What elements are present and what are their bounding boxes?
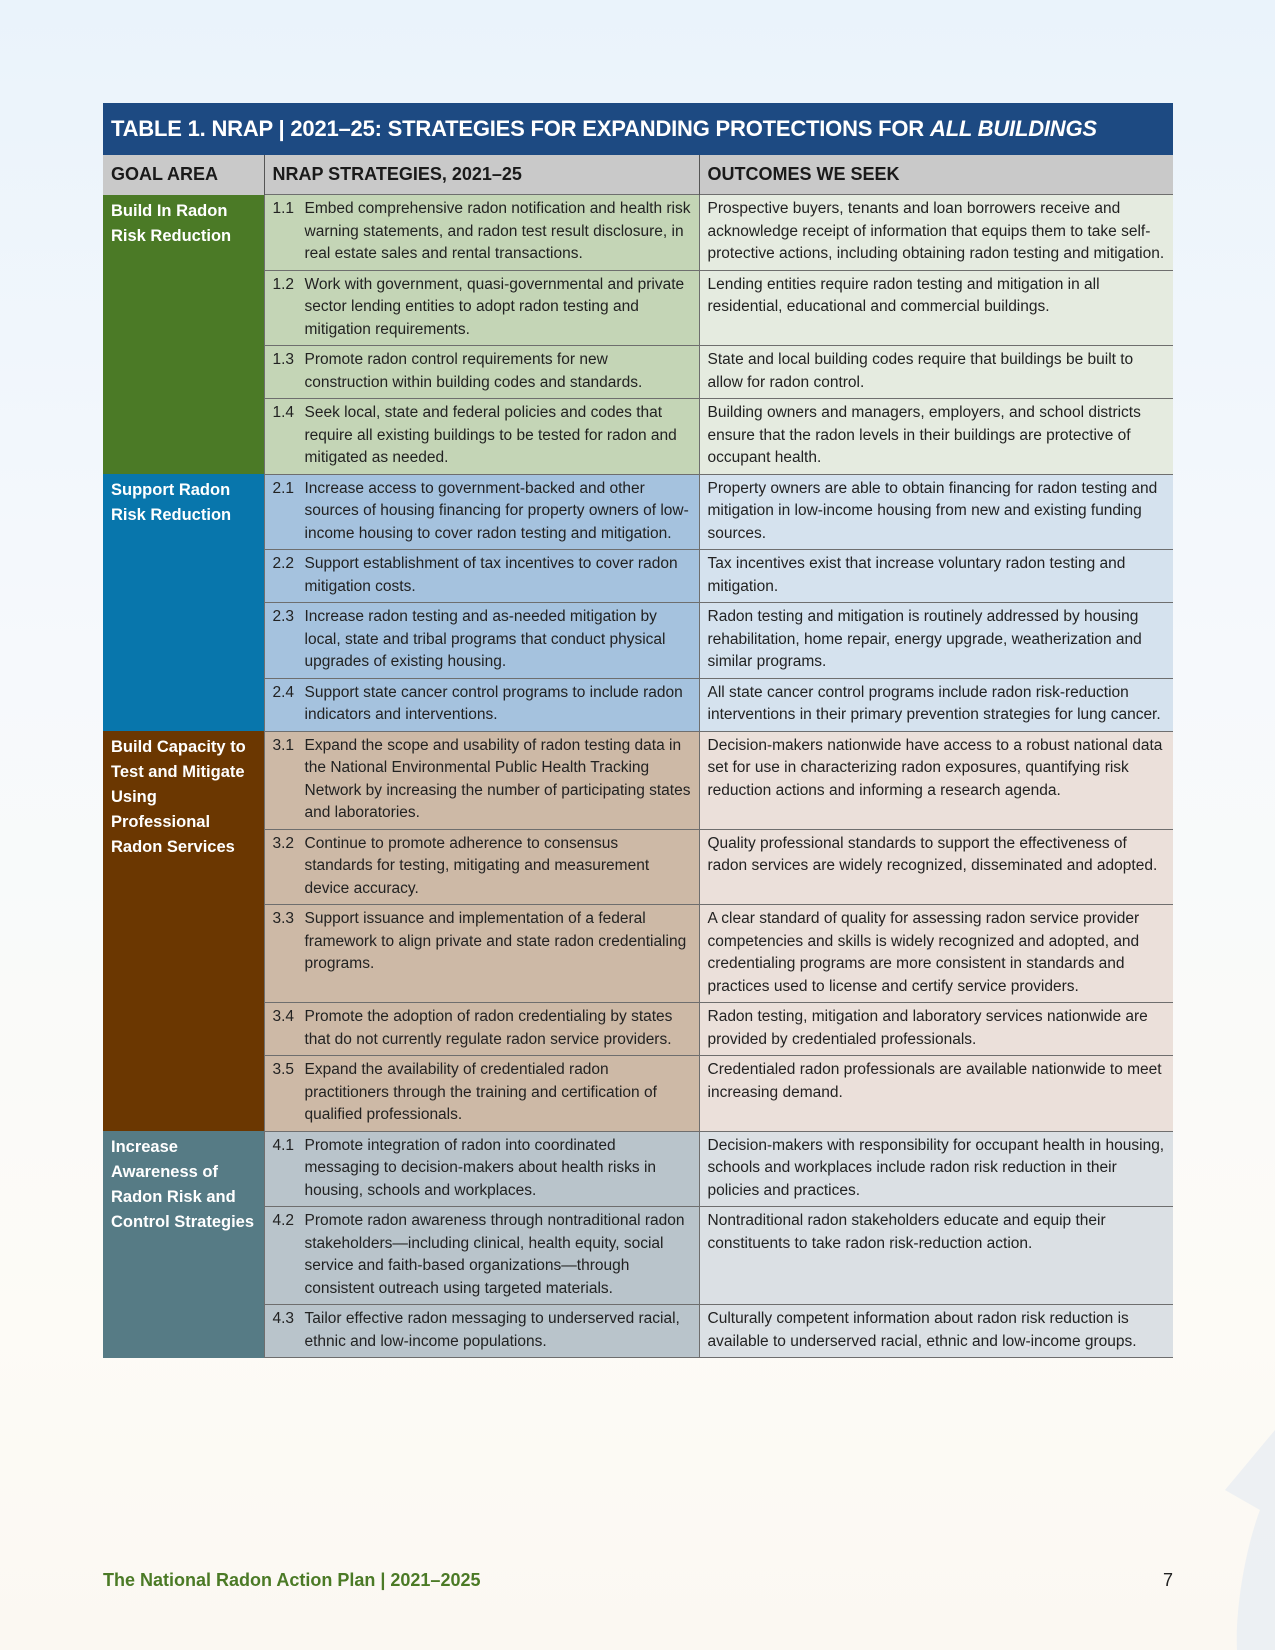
strategy-number: 1.3 <box>272 351 295 368</box>
strategy-text: Work with government, quasi-governmental and private sector lending entities to adopt radon testing and mitigation requirements. <box>304 275 685 338</box>
strategy-text: Embed comprehensive radon notification and health risk warning statements, and radon test result disclosure, in real estate sales and rental transactions. <box>304 200 691 262</box>
outcome-cell: A clear standard of quality for assessing radon service provider competencies and skills is widely recognized and adopted, and credentialing programs are more consistent in standards and practices used to license and certify service providers. <box>699 905 1173 1003</box>
table-header-row <box>103 155 1173 195</box>
outcome-cell: Decision-makers with responsibility for occupant health in housing, schools and workplaces include radon risk reduction in their policies and practices. <box>699 1131 1173 1207</box>
outcome-cell: Culturally competent information about radon risk reduction is available to underserved racial, ethnic and low-income groups. <box>699 1305 1173 1358</box>
outcome-cell: Credentialed radon professionals are available nationwide to meet increasing demand. <box>699 1056 1173 1132</box>
strategy-text: Support state cancer control programs to include radon indicators and interventions. <box>304 683 683 723</box>
table-row <box>103 270 1173 346</box>
footer-document-title: The National Radon Action Plan | 2021–2025 <box>103 1570 481 1590</box>
outcome-cell: Decision-makers nationwide have access to a robust national data set for use in characterizing radon exposures, quantifying risk reduction actions and informing a research agenda. <box>699 731 1173 829</box>
strategy-cell <box>264 270 699 346</box>
strategy-cell <box>264 603 699 679</box>
table-row <box>103 1207 1173 1305</box>
strategy-cell <box>264 1056 699 1132</box>
strategy-text: Expand the availability of credentialed radon practitioners through the training and certification of qualified professionals. <box>304 1061 657 1123</box>
outcome-cell: Prospective buyers, tenants and loan borrowers receive and acknowledge receipt of information that equips them to take self-protective actions, including obtaining radon testing and mitigation. <box>699 195 1173 271</box>
table-row <box>103 731 1173 829</box>
outcome-cell: Property owners are able to obtain financing for radon testing and mitigation in low-income housing from new and existing funding sources. <box>699 474 1173 550</box>
outcome-cell: Lending entities require radon testing and mitigation in all residential, educational and commercial buildings. <box>699 270 1173 346</box>
strategy-cell <box>264 731 699 829</box>
outcome-cell: Nontraditional radon stakeholders educate and equip their constituents to take radon risk-reduction action. <box>699 1207 1173 1305</box>
strategy-number: 2.4 <box>272 683 295 701</box>
strategy-number: 3.2 <box>272 834 295 852</box>
table-row <box>103 905 1173 1003</box>
strategy-number: 3.4 <box>272 1008 295 1025</box>
goal-area-cell: Support Radon Risk Reduction <box>103 474 264 731</box>
header-strategies: NRAP STRATEGIES, 2021–25 <box>264 155 699 195</box>
goal-area-cell: Increase Awareness of Radon Risk and Control Strategies <box>103 1131 264 1358</box>
outcome-cell: Quality professional standards to support the effectiveness of radon services are widely recognized, disseminated and adopted. <box>699 829 1173 905</box>
strategy-number: 2.2 <box>272 555 295 572</box>
strategy-cell <box>264 1131 699 1207</box>
table-row <box>103 550 1173 603</box>
table-row <box>103 474 1173 550</box>
table-row <box>103 1305 1173 1358</box>
strategy-cell <box>264 1305 699 1358</box>
strategy-number: 2.3 <box>272 608 295 625</box>
table-row <box>103 1056 1173 1132</box>
strategy-number: 1.4 <box>272 404 295 421</box>
strategy-text: Promote radon control requirements for new construction within building codes and standards. <box>304 351 643 391</box>
header-goal-area: GOAL AREA <box>103 155 264 195</box>
table-title: TABLE 1. NRAP | 2021–25: STRATEGIES FOR EXPANDING PROTECTIONS FOR <box>111 116 924 141</box>
strategy-text: Expand the scope and usability of radon testing data in the National Environmental Public Health Tracking Network by increasing the number of participating states and laboratories. <box>304 736 691 821</box>
strategy-number: 3.5 <box>272 1061 295 1078</box>
table-title-emphasis: ALL BUILDINGS <box>930 116 1097 141</box>
strategies-table-container <box>103 103 1173 1358</box>
table-body <box>103 195 1173 1358</box>
outcome-cell: Building owners and managers, employers, and school districts ensure that the radon levels in their buildings are protective of occupant health. <box>699 399 1173 475</box>
strategy-number: 4.2 <box>272 1212 295 1229</box>
goal-area-cell: Build Capacity to Test and Mitigate Using Professional Radon Services <box>103 731 264 1131</box>
strategy-number: 4.1 <box>272 1136 295 1154</box>
table-row <box>103 195 1173 271</box>
strategy-number: 3.3 <box>272 910 295 927</box>
strategy-text: Seek local, state and federal policies and codes that require all existing buildings to be tested for radon and mitigated as needed. <box>304 404 677 466</box>
table-row <box>103 678 1173 731</box>
table-row <box>103 829 1173 905</box>
strategy-text: Promote integration of radon into coordinated messaging to decision-makers about health risks in housing, schools and workplaces. <box>304 1136 657 1199</box>
strategy-cell <box>264 346 699 399</box>
strategy-text: Continue to promote adherence to consensus standards for testing, mitigating and measurement device accuracy. <box>304 834 650 897</box>
strategy-cell <box>264 1207 699 1305</box>
strategy-cell <box>264 399 699 475</box>
strategy-text: Promote radon awareness through nontraditional radon stakeholders—including clinical, health equity, social service and faith-based organizations—through consistent outreach using targeted materials. <box>304 1212 685 1297</box>
page-number: 7 <box>1162 1570 1173 1590</box>
outcome-cell: Tax incentives exist that increase voluntary radon testing and mitigation. <box>699 550 1173 603</box>
strategy-number: 1.1 <box>272 200 295 217</box>
strategy-number: 1.2 <box>272 275 295 293</box>
strategy-cell <box>264 1003 699 1056</box>
table-title-bar <box>103 103 1173 155</box>
table-row <box>103 1003 1173 1056</box>
table-row <box>103 346 1173 399</box>
strategy-text: Increase radon testing and as-needed mitigation by local, state and tribal programs that conduct physical upgrades of existing housing. <box>304 608 666 670</box>
strategy-cell <box>264 195 699 271</box>
strategy-text: Support establishment of tax incentives to cover radon mitigation costs. <box>304 555 678 595</box>
header-outcomes: OUTCOMES WE SEEK <box>699 155 1173 195</box>
outcome-cell: State and local building codes require that buildings be built to allow for radon control. <box>699 346 1173 399</box>
table-row <box>103 1131 1173 1207</box>
strategy-text: Promote the adoption of radon credentialing by states that do not currently regulate radon service providers. <box>304 1008 673 1048</box>
strategies-table <box>103 155 1173 1358</box>
strategy-cell <box>264 905 699 1003</box>
strategy-cell <box>264 678 699 731</box>
table-row <box>103 603 1173 679</box>
goal-area-cell: Build In Radon Risk Reduction <box>103 195 264 475</box>
background-swoosh-decoration <box>1075 1350 1275 1650</box>
strategy-text: Support issuance and implementation of a federal framework to align private and state radon credentialing programs. <box>304 910 687 972</box>
strategy-cell <box>264 550 699 603</box>
outcome-cell: Radon testing and mitigation is routinely addressed by housing rehabilitation, home repair, energy upgrade, weatherization and similar programs. <box>699 603 1173 679</box>
strategy-text: Tailor effective radon messaging to underserved racial, ethnic and low-income populations. <box>304 1310 680 1350</box>
strategy-number: 3.1 <box>272 736 295 754</box>
strategy-number: 4.3 <box>272 1310 295 1327</box>
strategy-number: 2.1 <box>272 479 295 497</box>
outcome-cell: Radon testing, mitigation and laboratory services nationwide are provided by credentialed professionals. <box>699 1003 1173 1056</box>
outcome-cell: All state cancer control programs include radon risk-reduction interventions in their primary prevention strategies for lung cancer. <box>699 678 1173 731</box>
table-row <box>103 399 1173 475</box>
strategy-cell <box>264 474 699 550</box>
strategy-text: Increase access to government-backed and other sources of housing financing for property owners of low-income housing to cover radon testing and mitigation. <box>304 479 689 542</box>
strategy-cell <box>264 829 699 905</box>
